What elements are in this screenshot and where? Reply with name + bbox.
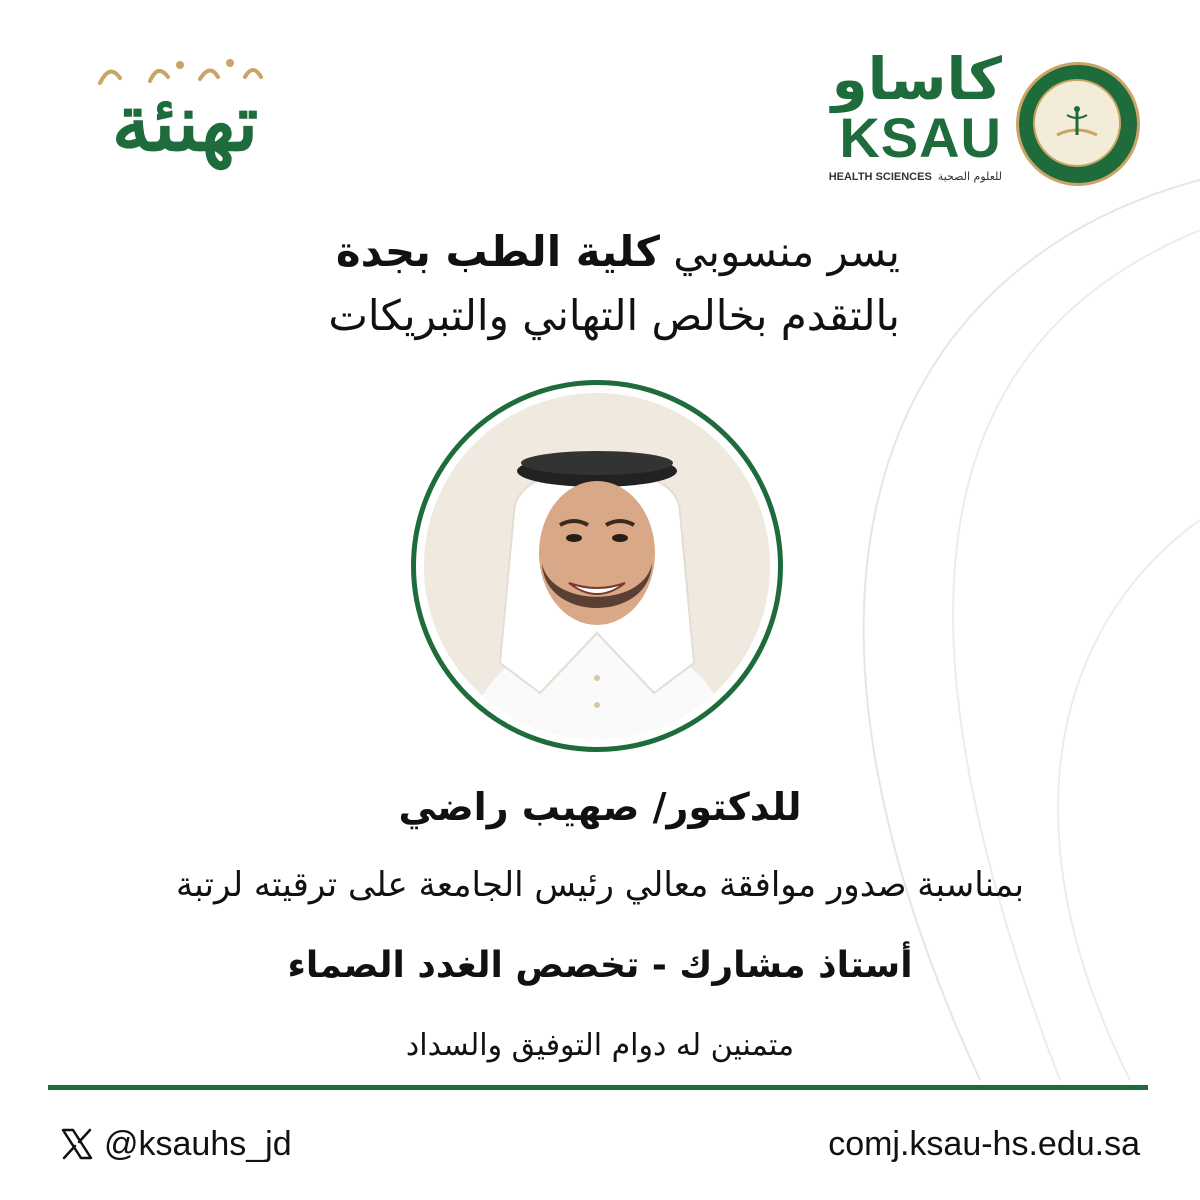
headline (150, 220, 900, 348)
social-handle: @ksauhs_jd (104, 1124, 292, 1163)
logo-subtitle (802, 170, 1002, 183)
portrait-frame (411, 380, 783, 752)
x-logo-icon (60, 1127, 94, 1161)
logo-subtitle-ar: للعلوم الصحية (937, 170, 1002, 183)
headline-prefix: يسر منسوبي (659, 227, 900, 276)
rank-text: أستاذ مشارك - تخصص الغدد الصماء (287, 945, 913, 986)
headline-line2: بالتقدم بخالص التهاني والتبريكات (328, 291, 900, 340)
website-url: comj.ksau-hs.edu.sa (828, 1124, 1140, 1163)
person-portrait-icon (424, 393, 770, 739)
doctor-name: للدكتور/ صهيب راضي (398, 785, 802, 829)
logo-subtitle-en: HEALTH SCIENCES (828, 171, 932, 183)
occasion-text: بمناسبة صدور موافقة معالي رئيس الجامعة على ترقيته لرتبة (176, 865, 1024, 905)
footer-divider (48, 1085, 1148, 1090)
congrats-title-block (50, 55, 320, 185)
university-seal-icon (1016, 62, 1140, 186)
website-link[interactable] (828, 1122, 1140, 1166)
seal-emblem-icon (1053, 101, 1101, 145)
headline-line1 (150, 220, 900, 284)
congrats-title: تهنئة (111, 78, 259, 169)
headline-college: كلية الطب بجدة (335, 227, 660, 276)
logo-arabic-wordmark: كاساو (831, 45, 1002, 113)
social-link[interactable] (60, 1122, 292, 1166)
ksau-logo (800, 45, 1140, 190)
logo-english-wordmark: KSAU (839, 106, 1002, 169)
wish-text: متمنين له دوام التوفيق والسداد (405, 1028, 795, 1063)
portrait-photo (424, 393, 770, 739)
